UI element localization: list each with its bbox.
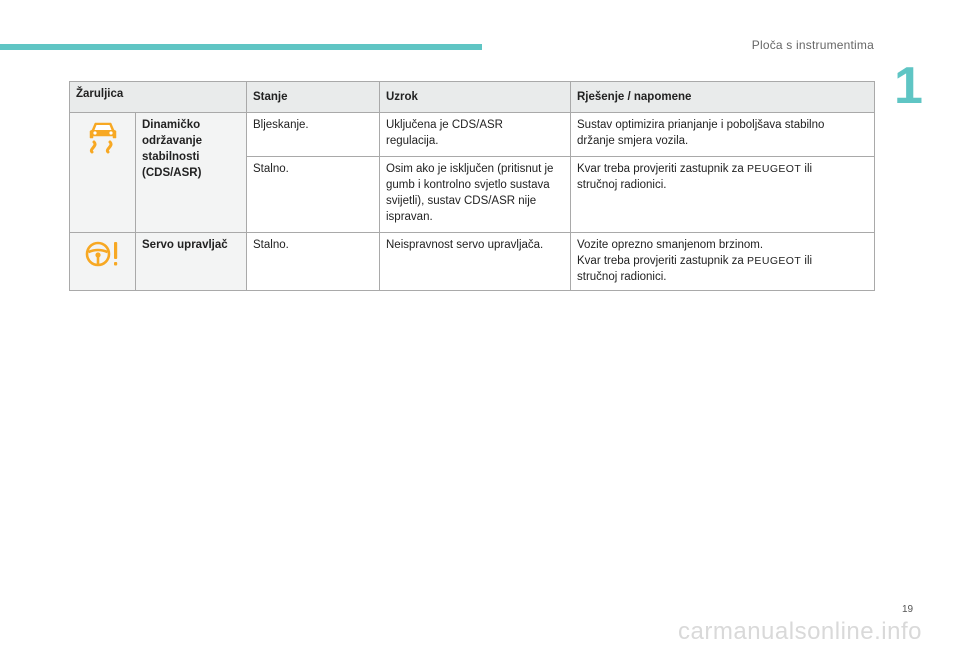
column-header-lamp: Žaruljica [70,82,247,113]
warning-lamps-table [69,81,875,291]
state-cell: Stalno. [247,233,380,291]
lamp-icon-cell [70,233,136,291]
cause-cell: Neispravnost servo upravljača. [380,233,571,291]
solution-line: stručnoj radionici. [577,179,667,191]
page-header-title: Ploča s instrumentima [751,38,874,52]
column-header-state: Stanje [247,82,380,113]
steering-wheel-warning-icon [84,239,122,269]
state-cell: Bljeskanje. [247,113,380,157]
table-row [70,113,875,157]
header-accent-bar [0,44,482,50]
cause-line: svijetli), sustav CDS/ASR nije [386,195,537,207]
watermark: carmanualsonline.info [678,618,922,645]
table-header-row [70,82,875,113]
cause-line: Osim ako je isključen (pritisnut je [386,163,554,175]
column-header-solution: Rješenje / napomene [571,82,875,113]
cause-line: gumb i kontrolno svjetlo sustava [386,179,550,191]
solution-line: stručnoj radionici. [577,271,667,283]
column-header-cause: Uzrok [380,82,571,113]
solution-text: Kvar treba provjeriti zastupnik za [577,255,748,267]
state-cell: Stalno. [247,157,380,233]
solution-text: Kvar treba provjeriti zastupnik za [577,163,748,175]
solution-cell [571,233,875,291]
solution-line [577,161,868,177]
cause-line: Uključena je CDS/ASR [386,119,503,131]
solution-cell [571,113,875,157]
cause-line: regulacija. [386,135,439,147]
solution-cell [571,157,875,233]
solution-text: ili [801,163,813,175]
lamp-name-line: stabilnosti [142,151,200,163]
solution-line: Vozite oprezno smanjenom brzinom. [577,239,764,251]
brand-name: PEUGEOT [747,255,802,267]
solution-line: Sustav optimizira prianjanje i poboljšava stabilno [577,119,825,131]
solution-text: ili [801,255,813,267]
lamp-name-power-steering: Servo upravljač [136,233,247,291]
stability-control-skid-icon [86,119,120,155]
brand-name: PEUGEOT [747,163,802,175]
lamp-name-cds-asr [136,113,247,233]
solution-line: držanje smjera vozila. [577,135,689,147]
lamp-name-line: Dinamičko [142,119,201,131]
lamp-icon-cell [70,113,136,233]
page-number: 19 [902,604,914,615]
table-row [70,233,875,291]
lamp-name-line: (CDS/ASR) [142,167,202,179]
cause-line: ispravan. [386,211,433,223]
cause-cell [380,157,571,233]
chapter-number: 1 [894,57,923,115]
cause-cell [380,113,571,157]
lamp-name-line: održavanje [142,135,203,147]
solution-line [577,253,868,269]
